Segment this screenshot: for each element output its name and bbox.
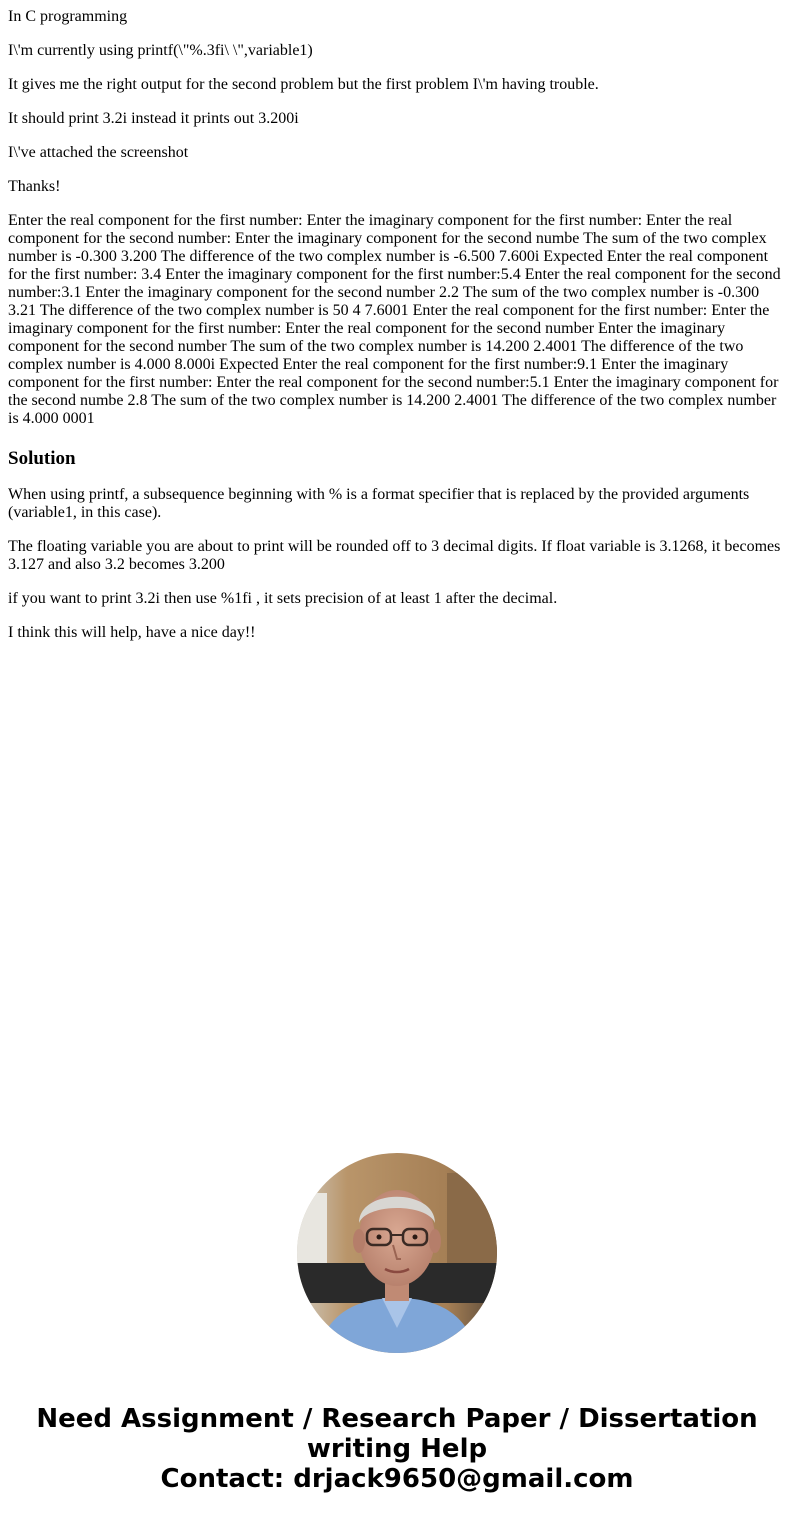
question-line: In C programming <box>8 8 128 25</box>
banner-line-2: writing Help <box>306 1434 488 1464</box>
solution-line: When using printf, a subsequence beginning with % is a format specifier that is replaced by the provided arguments (variable1, in this case). <box>8 486 750 521</box>
question-line: I\'m currently using printf(\"%.3fi\ \",variable1) <box>8 42 313 59</box>
question-line: It should print 3.2i instead it prints out 3.200i <box>8 110 299 127</box>
solution-line: I think this will help, have a nice day!! <box>8 624 256 641</box>
banner-line-1: Need Assignment / Research Paper / Dissertation <box>36 1404 758 1434</box>
contact-email: Contact: drjack9650@gmail.com <box>160 1464 634 1494</box>
contact-banner <box>0 1404 794 1494</box>
author-portrait-image <box>297 1153 497 1353</box>
document-body <box>8 8 784 658</box>
question-line: It gives me the right output for the second problem but the first problem I\'m having trouble. <box>8 76 599 93</box>
solution-line: if you want to print 3.2i then use %1fi , it sets precision of at least 1 after the decimal. <box>8 590 558 607</box>
question-line: I\'ve attached the screenshot <box>8 144 189 161</box>
program-output-paragraph: Enter the real component for the first number: Enter the imaginary component for the first number: Enter the real component for the second number: Enter the imaginary component for the second numbe The sum of the two complex number is -0.300 3.200 The difference of the two complex number is -6.500 7.600i Expected Enter the real component for the first number: 3.4 Enter the imaginary component for the first number:5.4 Enter the real component for the second number:3.1 Enter the imaginary component for the second number 2.2 The sum of the two complex number is -0.300 3.21 The difference of the two complex number is 50 4 7.6001 Enter the real component for the first number: Enter the imaginary component for the first number: Enter the real component for the second number Enter the imaginary component for the second number The sum of the two complex number is 14.200 2.4001 The difference of the two complex number is 4.000 8.000i Expected Enter the real component for the first number:9.1 Enter the imaginary component for the first number: Enter the real component for the second number:5.1 Enter the imaginary component for the second numbe 2.8 The sum of the two complex number is 14.200 2.4001 The difference of the two complex number is 4.000 0001 <box>8 212 781 427</box>
solution-line: The floating variable you are about to print will be rounded off to 3 decimal digits. If float variable is 3.1268, it becomes 3.127 and also 3.2 becomes 3.200 <box>8 538 781 573</box>
author-photo <box>297 1153 497 1353</box>
question-line: Thanks! <box>8 178 61 195</box>
solution-heading: Solution <box>8 448 76 469</box>
